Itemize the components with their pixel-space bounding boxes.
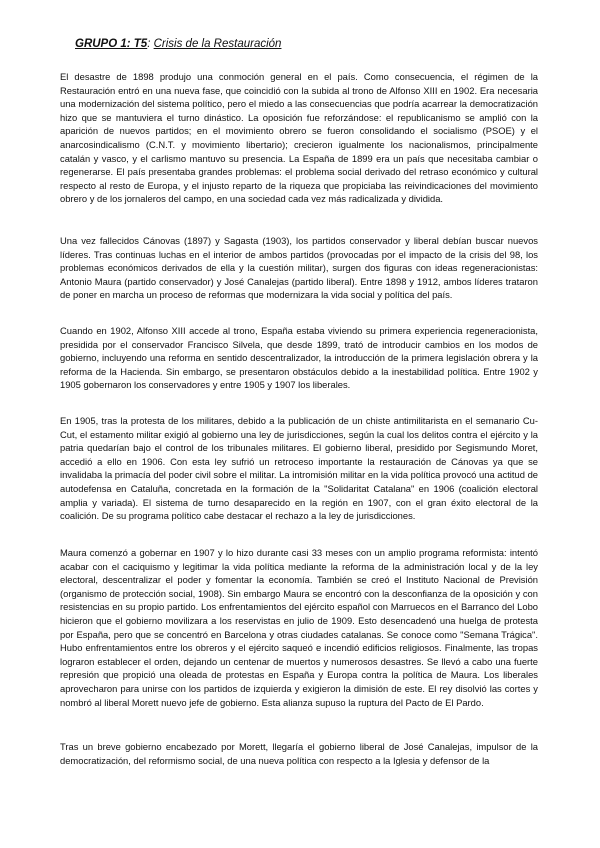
paragraph-alfonso-xiii: Cuando en 1902, Alfonso XIII accede al trono, España estaba viviendo su primera experiencia regeneracionista, presidida por el conservador Francisco Silvela, que desde 1899, trató de introducir cambios en los modos de gobierno, incluyendo una reforma en sentido descentralizador, la introducción de la primera legislación obrera y la reforma de la Hacienda. Sin embargo, se presentaron obstáculos debido a la inestabilidad política. Entre 1902 y 1905 gobernaron los conservadores y entre 1905 y 1907 los liberales. (60, 325, 538, 391)
paragraph-desastre-1898: El desastre de 1898 produjo una conmoción general en el país. Como consecuencia, el régimen de la Restauración entró en una nueva fase, que coincidió con la subida al trono de Alfonso XIII en 1902. Era necesaria una modernización del sistema político, pero el miedo a las consecuencias que podría acarrear la democratización hizo que se mantuviera el turno dinástico. La oposición fue reforzándose: el republicanismo se amplió con la aparición de nuevos partidos; en el movimiento obrero se fueron consolidando el socialismo (PSOE) y el anarcosindicalismo (C.N.T. y movimiento libertario); crecieron igualmente los nacionalismos, principalmente catalán y vasco, y el carlismo mantuvo su presencia. La España de 1899 era un país que necesitaba cambiar o regenerarse. El país presentaba grandes problemas: el problema social derivado del retraso económico y cultural respecto al resto de Europa, y el injusto reparto de la riqueza que propiciaba las reivindicaciones del movimiento obrero y de los jornaleros del campo, en una sociedad cada vez más radicalizada y dividida. (60, 71, 538, 205)
paragraph-canalejas: Tras un breve gobierno encabezado por Morett, llegaría el gobierno liberal de José Canalejas, impulsor de la democratización, del reformismo social, de una nueva política con respecto a la Iglesia y defensor de la (60, 741, 538, 766)
topic-title: Crisis de la Restauración (153, 38, 282, 50)
group-label: GRUPO 1: T5 (75, 38, 148, 50)
paragraph-ley-jurisdicciones: En 1905, tras la protesta de los militares, debido a la publicación de un chiste antimilitarista en el semanario Cu-Cut, el estamento militar exigió al gobierno una ley de jurisdicciones, según la cual los delitos contra el ejército y la patria quedarían bajo el control de los tribunales militares. El gobierno liberal, presidido por Segismundo Moret, accedió a ello en 1906. Con esta ley sufrió un retroceso importante la restauración de Cánovas ya que se invalidaba la primacía del poder civil sobre el militar. La intromisión militar en la vida política provocó una actitud de autodefensa en Cataluña, concretada en la formación de la "Solidaritat Catalana" en 1906 (coalición electoral amplia y variada). El sistema de turno desaparecido en la región en 1907, con el gran éxito electoral de la coalición. De su programa político cabe destacar el rechazo a la ley de jurisdicciones. (60, 415, 538, 522)
paragraph-nuevos-lideres: Una vez fallecidos Cánovas (1897) y Sagasta (1903), los partidos conservador y liberal debían buscar nuevos líderes. Tras continuas luchas en el interior de ambos partidos (provocadas por el impacto de la crisis del 98, los problemas económicos derivados de ella y la cuestión militar), surgen dos figuras con ideas regeneracionistas: Antonio Maura (partido conservador) y José Canalejas (partido liberal). Entre 1898 y 1912, ambos líderes trataron de poner en marcha un proceso de reformas que modernizara la vida social y política del país. (60, 235, 538, 301)
heading-separator: : (147, 38, 154, 50)
document-heading (75, 38, 281, 50)
paragraph-gobierno-maura: Maura comenzó a gobernar en 1907 y lo hizo durante casi 33 meses con un amplio programa reformista: intentó acabar con el caciquismo y legitimar la vida política mediante la reforma de la administración local y de la ley electoral, descentralizar el poder y fomentar la economía. También se creó el Instituto Nacional de Previsión (organismo de protección social, 1908). Sin embargo Maura se encontró con la desconfianza de la oposición y con resistencias en su propio partido. Los enfrentamientos del ejército español con Marruecos en el Barranco del Lobo hicieron que el gobierno movilizara a los reservistas en julio de 1909. Esto desencadenó una huelga de protesta por España, pero que se concentró en Barcelona y otras ciudades catalanas. Se conoce como "Semana Trágica". Hubo enfrentamientos entre los obreros y el ejército saqueó e incendió edificios religiosos. Finalmente, las tropas lograron establecer el orden, dejando un centenar de muertos y numerosos desastres. Se llevó a cabo una fuerte represión que propició una oleada de protestas en España y Europa contra la política de Maura. Los liberales aprovecharon para unirse con los partidos de izquierda y exigieron la dimisión de este. El rey disolvió las cortes y nombró al liberal Morett nuevo jefe de gobierno. Esta alianza supuso la ruptura del Pacto de El Pardo. (60, 547, 538, 708)
